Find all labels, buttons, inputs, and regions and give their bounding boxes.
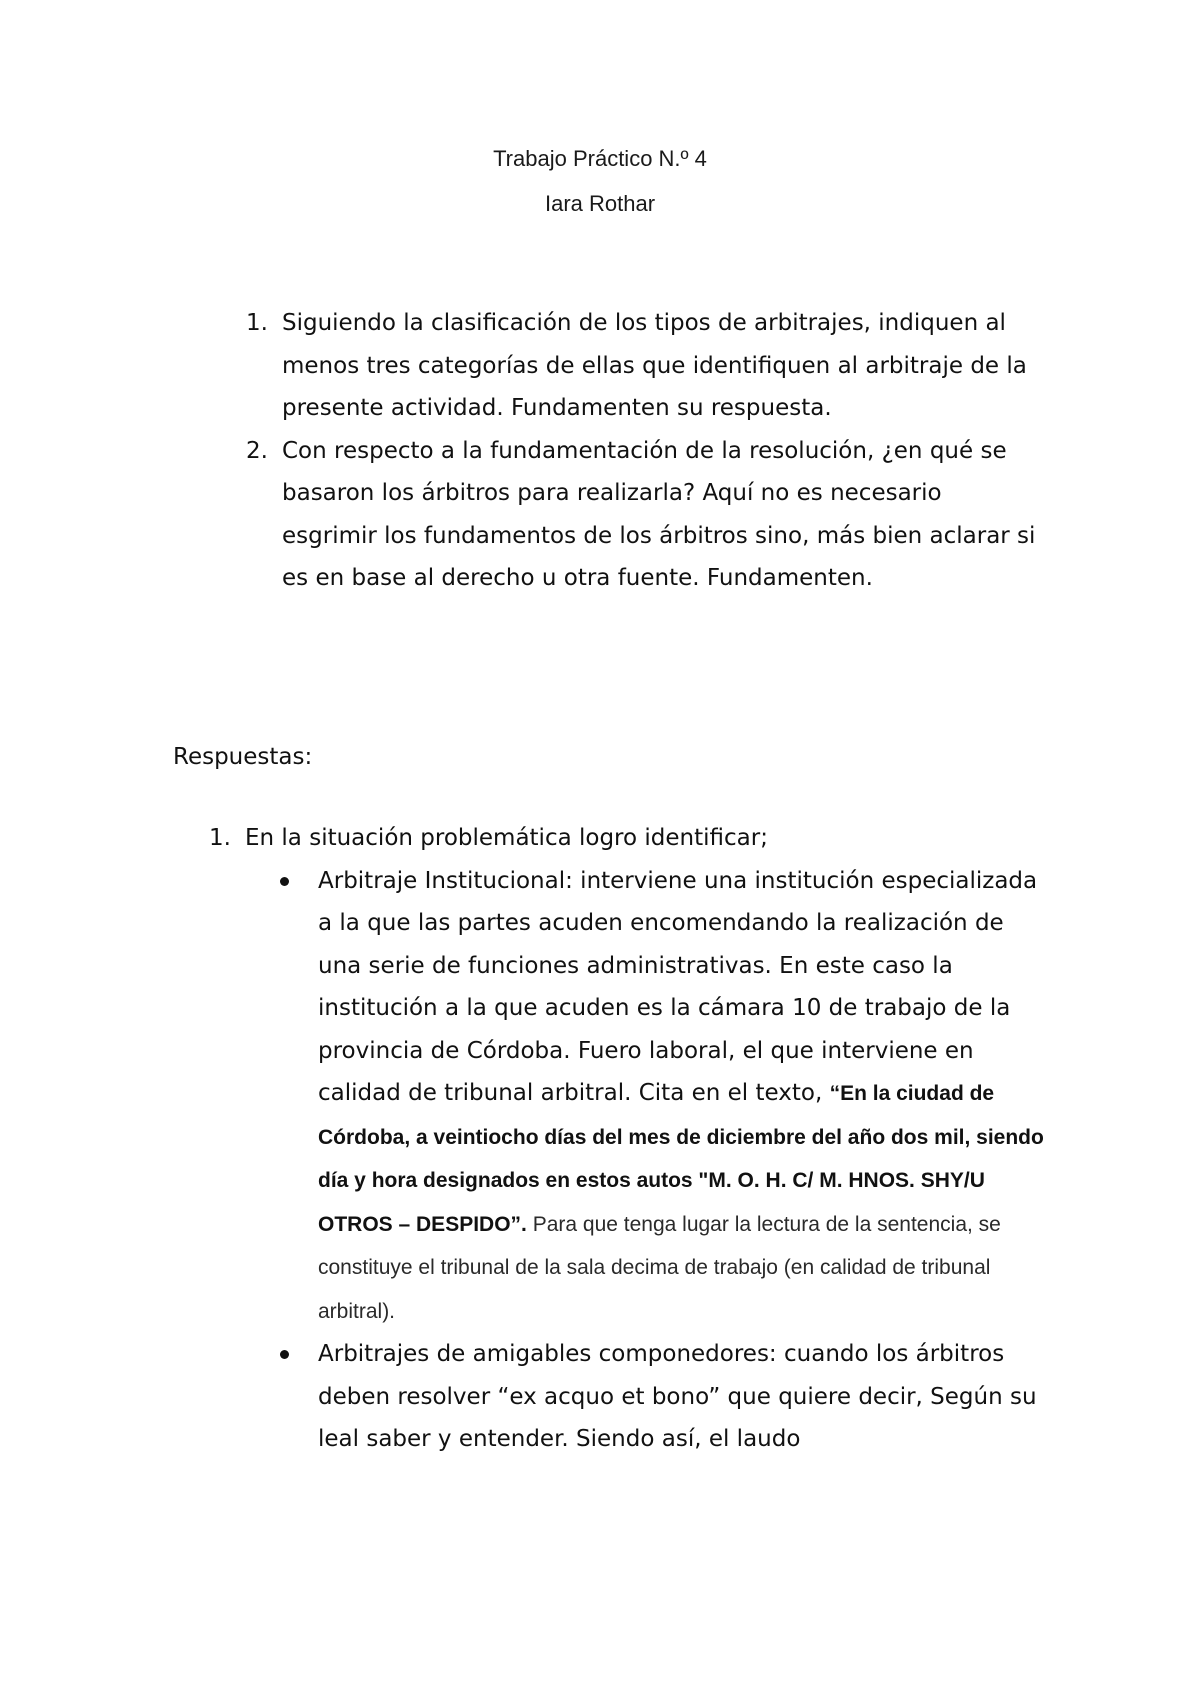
answers-list	[0, 817, 1200, 1461]
bullet-icon	[280, 877, 289, 886]
answer-intro: En la situación problemática logro identificar;	[245, 825, 768, 851]
document-title: Trabajo Práctico N.º 4	[493, 146, 707, 171]
answer-item	[209, 817, 1045, 860]
bullet-text: Arbitrajes de amigables componedores: cuando los árbitros deben resolver “ex acquo et bono” que quiere decir, Según su leal saber y entender. Siendo así, el laudo	[318, 1341, 1037, 1452]
answer-number: 1.	[209, 825, 231, 851]
question-text: Siguiendo la clasificación de los tipos de arbitrajes, indiquen al menos tres categorías de ellas que identifiquen al arbitraje de la presente actividad. Fundamenten su respuesta.	[282, 310, 1027, 421]
question-text: Con respecto a la fundamentación de la resolución, ¿en qué se basaron los árbitros para realizarla? Aquí no es necesario esgrimir los fundamentos de los árbitros sino, más bien aclarar si es en base al derecho u otra fuente. Fundamenten.	[282, 437, 1036, 591]
question-item	[246, 430, 1042, 600]
answers-heading: Respuestas:	[173, 744, 313, 770]
bullet-text: Arbitraje Institucional: interviene una institución especializada a la que las partes acuden encomendando la realización de una serie de funciones administrativas. En este caso la institución a la que acuden es la cámara 10 de trabajo de la provincia de Córdoba. Fuero laboral, el que interviene en calidad de tribunal arbitral. Cita en el texto,	[318, 867, 1038, 1106]
question-number: 1.	[246, 310, 268, 336]
questions-list	[0, 302, 1200, 600]
document-author: Iara Rothar	[544, 191, 656, 216]
bullet-after-text: Para que tenga lugar la lectura de la sentencia, se constituye el tribunal de la sala decima de trabajo (en calidad de tribunal arbitral).	[318, 1212, 1001, 1323]
bullet-icon	[280, 1350, 289, 1359]
bullet-item	[318, 1333, 1048, 1461]
question-item	[246, 302, 1042, 430]
bullet-quote: “En la ciudad de Córdoba, a veintiocho días del mes de diciembre del año dos mil, siendo día y hora designados en estos autos "M. O. H. C/ M. HNOS. SHY/U OTROS – DESPIDO”.	[318, 1082, 1044, 1236]
question-number: 2.	[246, 437, 268, 464]
bullet-item	[318, 860, 1048, 1334]
